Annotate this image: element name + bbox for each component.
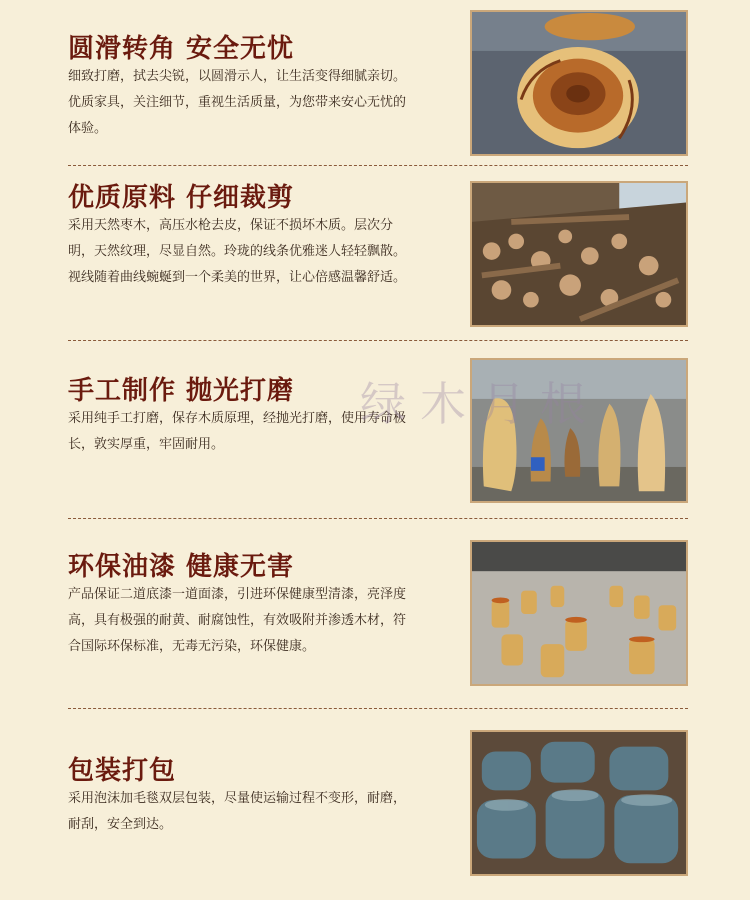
feature-section-rounded-corners [0, 0, 750, 165]
section-description: 细致打磨，拭去尖锐，以圆滑示人，让生活变得细腻亲切。优质家具，关注细节，重视生活质量，为您带来安心无忧的体验。 [68, 69, 407, 136]
section-description: 产品保证二道底漆一道面漆，引进环保健康型清漆，亮泽度高，具有极强的耐黄、耐腐蚀性，有效吸附并渗透木材，符合国际环保标准，无毒无污染，环保健康。 [68, 587, 407, 654]
lacquered-stools-photo [470, 540, 688, 686]
section-description: 采用纯手工打磨，保存木质原理，经抛光打磨，使用寿命极长，敦实厚重，牢固耐用。 [68, 411, 407, 452]
feature-section-packaging [0, 708, 750, 900]
feature-section-quality-materials [0, 165, 750, 340]
stacked-logs-photo [470, 181, 688, 327]
section-title: 手工制作 抛光打磨 [68, 376, 295, 406]
wrapped-packages-photo [470, 730, 688, 876]
watermark: 绿木月根 [360, 377, 600, 431]
section-title: 圆滑转角 安全无忧 [68, 34, 295, 64]
section-title: 优质原料 仔细裁剪 [68, 183, 295, 213]
feature-section-eco-paint [0, 518, 750, 708]
section-title: 包装打包 [68, 756, 177, 786]
section-description: 采用天然枣木，高压水枪去皮，保证不损坏木质。层次分明，天然纹理，尽显自然。玲珑的线条优雅迷人轻轻飘散。视线随着曲线蜿蜒到一个柔美的世界，让心倍感温馨舒适。 [68, 218, 407, 285]
section-title: 环保油漆 健康无害 [68, 552, 295, 582]
polished-root-slab-photo [470, 10, 688, 156]
section-description: 采用泡沫加毛毯双层包装，尽量使运输过程不变形，耐磨，耐刮，安全到达。 [68, 791, 407, 832]
